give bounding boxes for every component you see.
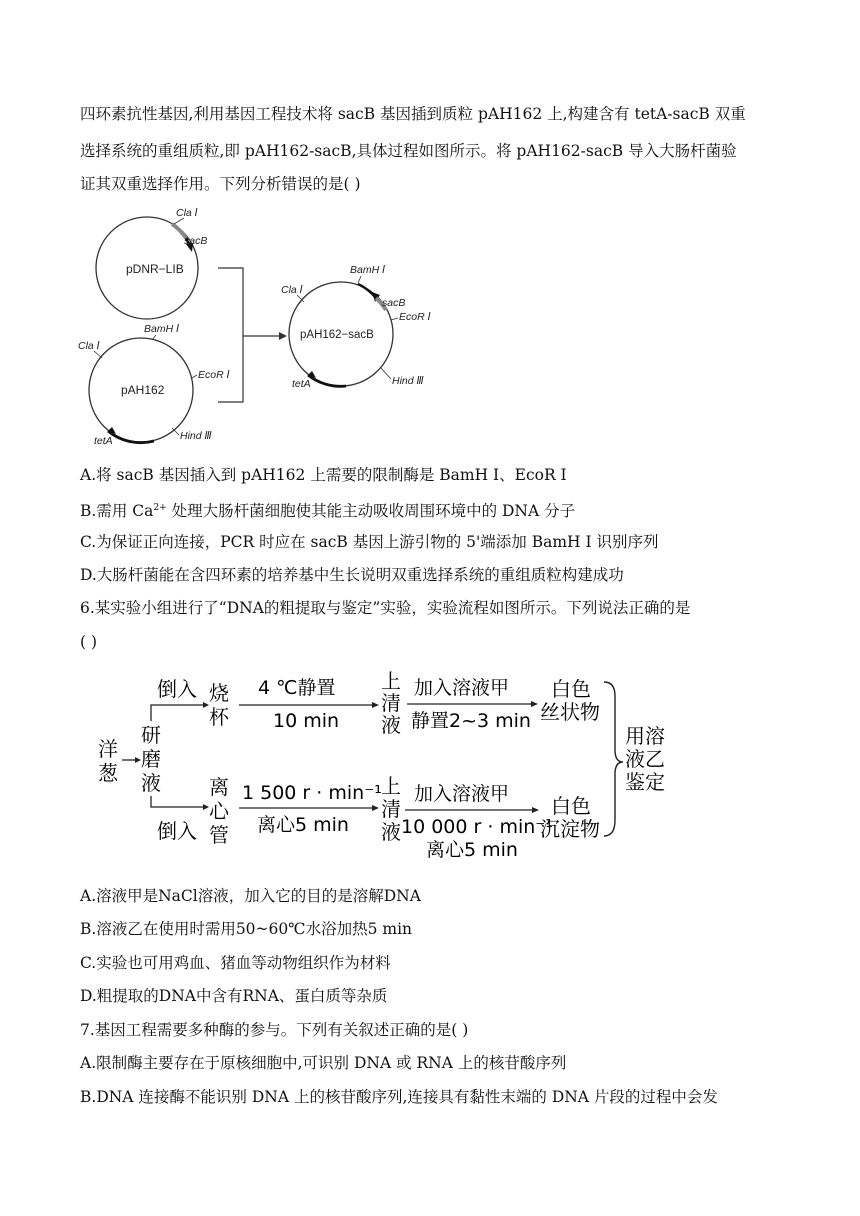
add-solution-a-bottom: 加入溶液甲 [414,783,510,805]
plasmid-construction-figure [76,198,456,450]
tube-char-3: 管 [209,823,229,847]
q5-stem-line2: 选择系统的重组质粒,即 pAH162-sacB,具体过程如图所示。将 pAH162-sacB 导入大肠杆菌验 [80,142,737,160]
supernatant-bottom-char-2: 清 [381,797,401,821]
tube-char-2: 心 [209,799,229,823]
q7-option-b: B.DNA 连接酶不能识别 DNA 上的核苷酸序列,连接具有黏性末端的 DNA 片段的过程中会发 [80,1088,718,1106]
gene-sacb-label-2: sacB [382,297,406,309]
centrifuge-bottom-label: 离心5 min [426,839,518,861]
q6-option-d: D.粗提取的DNA中含有RNA、蛋白质等杂质 [80,987,388,1005]
gene-teta-label-1: tetA [94,435,113,447]
q5-option-b [80,498,575,521]
beaker-char-2: 杯 [209,705,229,729]
white-precipitate-line2: 沉淀物 [540,817,600,841]
beaker-char-1: 烧 [209,681,229,705]
supernatant-bottom-char-3: 液 [381,820,401,844]
grind-char-2: 磨 [141,747,161,771]
gene-sacb-label-1: sacB [184,235,208,247]
site-hind-label-2: Hind Ⅲ [392,375,424,387]
plasmid-pah162-label: pAH162 [121,383,165,397]
site-hind-label-1: Hind Ⅲ [180,430,212,442]
plasmid-pah162-sacb-label: pAH162−sacB [300,329,374,341]
tube-char-1: 离 [209,775,229,799]
white-precipitate-line1: 白色 [551,794,591,818]
supernatant-top-char-1: 上 [381,669,401,693]
site-bam-label-2: BamH Ⅰ [350,264,386,276]
site-bam-label-1: BamH Ⅰ [144,323,180,335]
q5-stem-line3: 证其双重选择作用。下列分析错误的是( ) [80,175,361,193]
q6-option-b: B.溶液乙在使用时需用50~60℃水浴加热5 min [80,920,413,938]
q7-stem: 7.基因工程需要多种酶的参与。下列有关叙述正确的是( ) [80,1021,469,1039]
pour-top-label: 倒入 [157,677,197,701]
plasmid-pdnr-lib-label: pDNR−LIB [126,262,184,276]
onion-char-2: 葱 [98,761,118,785]
q5-option-a: A.将 sacB 基因插入到 pAH162 上需要的限制酶是 BamH I、EcoR I [80,466,567,484]
step1-bottom-label: 10 min [273,710,340,732]
q6-stem-line1: 6.某实验小组进行了“DNA的粗提取与鉴定”实验，实验流程如图所示。下列说法正确的是 [80,599,691,617]
q6-stem-line2: ( ) [80,633,98,651]
identify-line2: 液乙 [625,747,665,771]
q5-option-b-pre: B.需用 Ca [80,502,154,521]
q6-option-a: A.溶液甲是NaCl溶液，加入它的目的是溶解DNA [80,887,421,905]
grind-char-1: 研 [141,723,161,747]
site-cla-label-3: Cla Ⅰ [281,284,303,296]
q5-option-d: D.大肠杆菌能在含四环素的培养基中生长说明双重选择系统的重组质粒构建成功 [80,566,624,584]
site-eco-label-1: EcoR Ⅰ [198,369,230,381]
q5-option-b-sup: 2+ [153,503,167,513]
q7-option-a: A.限制酶主要存在于原核细胞中,可识别 DNA 或 RNA 上的核苷酸序列 [80,1054,567,1072]
identify-line1: 用溶 [625,724,665,748]
q5-option-b-post: 处理大肠杆菌细胞使其能主动吸收周围环境中的 DNA 分子 [166,502,576,521]
step1-top-label: 4 ℃静置 [258,677,336,699]
q5-option-c: C.为保证正向连接，PCR 时应在 sacB 基因上游引物的 5'端添加 BamH I 识别序列 [80,533,659,551]
onion-char-1: 洋 [98,737,118,761]
q5-stem-line1: 四环素抗性基因,利用基因工程技术将 sacB 基因插到质粒 pAH162 上,构建含有 tetA-sacB 双重 [80,105,746,123]
rest-time-label: 静置2~3 min [411,710,531,732]
q6-option-c: C.实验也可用鸡血、猪血等动物组织作为材料 [80,954,391,972]
add-solution-a-top: 加入溶液甲 [414,677,510,699]
identify-line3: 鉴定 [625,770,665,794]
supernatant-bottom-char-1: 上 [381,774,401,798]
supernatant-top-char-3: 液 [381,713,401,737]
white-filament-line1: 白色 [551,677,591,701]
white-filament-line2: 丝状物 [540,700,600,724]
supernatant-top-char-2: 清 [381,691,401,715]
step2-top-label: 1 500 r · min⁻¹ [242,782,382,804]
dna-extraction-flow-figure [95,669,665,870]
grind-char-3: 液 [141,771,161,795]
gene-teta-label-2: tetA [292,378,311,390]
site-cla-label-2: Cla Ⅰ [78,340,100,352]
site-eco-label-2: EcoR Ⅰ [399,311,431,323]
step2-bottom-label: 离心5 min [257,814,349,836]
speed-bottom-label: 10 000 r · min⁻¹ [401,816,553,838]
pour-bottom-label: 倒入 [157,819,197,843]
site-cla-label-1: Cla Ⅰ [176,207,198,219]
